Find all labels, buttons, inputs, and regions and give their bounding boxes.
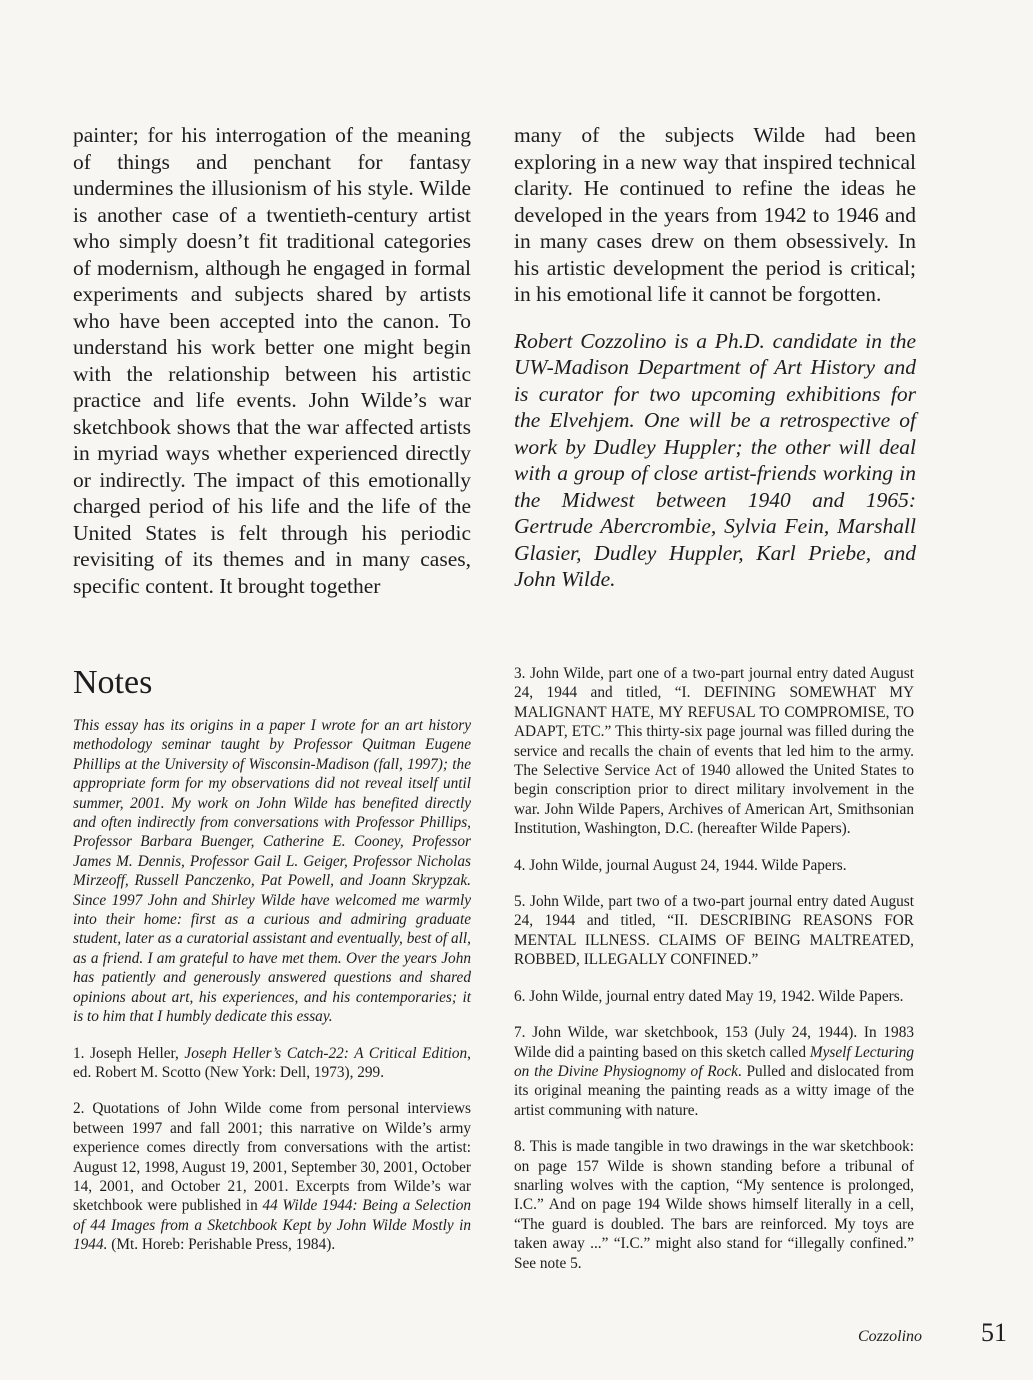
note-7-title: Myself Lecturing on the Divine Physiognomy of Rock: [514, 1043, 914, 1080]
footer-author: Cozzolino: [858, 1328, 923, 1345]
main-text-left-column: [73, 122, 471, 599]
note-8: 8. This is made tangible in two drawings in the war sketchbook: on page 157 Wilde is shown standing before a tribunal of snarling wolves with the caption, “My sentence is prolonged, I.C.” And on page 194 Wilde shows himself literally in a cell, “The guard is doubled. The bars are reinforced. My toys are taken away ...” “I.C.” might also stand for “illegally confined.” See note 5.: [514, 1138, 914, 1272]
note-2: 2. Quotations of John Wilde come from personal interviews between 1997 and fall 2001; this narrative on Wilde’s army experience comes directly from conversations with the artist: August 12, 1998, August 19, 2001, September 30, 2001, October 14, 2001, and October 21, 2001. Excerpts from Wilde’s war sketchbook were published in 44 Wilde 1944: Being a Selection of 44 Images from a Sketchbook Kept by John Wilde Mostly in 1944. (Mt. Horeb: Perishable Press, 1984).: [73, 1100, 471, 1254]
note-6: 6. John Wilde, journal entry dated May 19, 1942. Wilde Papers.: [514, 987, 904, 1005]
notes-right-column: [514, 664, 914, 1290]
notes-heading: Notes: [73, 664, 153, 701]
note-4: 4. John Wilde, journal August 24, 1944. Wilde Papers.: [514, 856, 847, 874]
main-text-right-column: [514, 122, 916, 593]
note-3: 3. John Wilde, part one of a two-part journal entry dated August 24, 1944 and titled, “I. DEFINING SOMEWHAT MY MALIGNANT HATE, MY REFUSAL TO COMPROMISE, TO ADAPT, ETC.” This thirty-six page journal was filled during the service and recalls the chain of events that led him to the army. The Selective Service Act of 1940 allowed the United States to begin conscription prior to direct military involvement in the war. John Wilde Papers, Archives of American Art, Smithsonian Institution, Washington, D.C. (hereafter Wilde Papers).: [514, 665, 914, 838]
main-text-paragraph: painter; for his interrogation of the meaning of things and penchant for fantasy undermines the illusionism of his style. Wilde is another case of a twentieth-century artist who simply doesn’t fit traditional categories of modernism, although he engaged in formal experiments and subjects shared by artists who have been accepted into the canon. To understand his work better one might begin with the relationship between his artistic practice and life events. John Wilde’s war sketchbook shows that the war affected artists in myriad ways whether experienced directly or indirectly. The impact of this emotionally charged period of his life and the life of the United States is felt through his periodic revisiting of its themes and in many cases, specific content. It brought together: [73, 123, 471, 598]
note-2-title: 44 Wilde 1944: Being a Selection of 44 Images from a Sketchbook Kept by John Wilde Mostly in 1944.: [73, 1197, 471, 1254]
notes-left-column: [73, 716, 471, 1272]
note-1: 1. Joseph Heller, Joseph Heller’s Catch-22: A Critical Edition, ed. Robert M. Scotto (New York: Dell, 1973), 299.: [73, 1044, 471, 1081]
note-5: 5. John Wilde, part two of a two-part journal entry dated August 24, 1944 and titled, “II. DESCRIBING REASONS FOR MENTAL ILLNESS. CLAIMS OF BEING MALTREATED, ROBBED, ILLEGALLY CONFINED.”: [514, 893, 914, 969]
note-intro: This essay has its origins in a paper I wrote for an art history methodology seminar taught by Professor Quitman Eugene Phillips at the University of Wisconsin-Madison (fall, 1997); the appropriate form for my observations did not reveal itself until summer, 2001. My work on John Wilde has benefited directly and often indirectly from conversations with Professor Phillips, Professor Barbara Buenger, Catherine E. Cooney, Professor James M. Dennis, Professor Gail L. Geiger, Professor Nicholas Mirzeoff, Russell Panczenko, Pat Powell, and Joann Skrypzak. Since 1997 John and Shirley Wilde have welcomed me warmly into their home: first as a curious and admiring graduate student, later as a curatorial assistant and eventually, best of all, as a friend. I am grateful to have met them. Over the years John has patiently and generously answered questions and shared opinions about art, his experiences, and his contemporaries; it is to him that I humbly dedicate this essay.: [73, 717, 471, 1026]
main-text-paragraph: many of the subjects Wilde had been exploring in a new way that inspired technical clarity. He continued to refine the ideas he developed in the years from 1942 to 1946 and in many cases drew on them obsessively. In his artistic development the period is critical; in his emotional life it cannot be forgotten.: [514, 123, 916, 306]
note-7: 7. John Wilde, war sketchbook, 153 (July 24, 1944). In 1983 Wilde did a painting based on this sketch called Myself Lecturing on the Divine Physiognomy of Rock. Pulled and dislocated from its original meaning the painting reads as a witty image of the artist communing with nature.: [514, 1024, 915, 1119]
note-1-title: Joseph Heller’s Catch-22: A Critical Edition: [184, 1044, 468, 1062]
page-number: 51: [981, 1318, 1007, 1347]
author-bio: Robert Cozzolino is a Ph.D. candidate in the UW-Madison Department of Art History and is curator for two upcoming exhibitions for the Elvehjem. One will be a retrospective of work by Dudley Huppler; the other will deal with a group of close artist-friends working in the Midwest between 1940 and 1965: Gertrude Abercrombie, Sylvia Fein, Marshall Glasier, Dudley Huppler, Karl Priebe, and John Wilde.: [514, 328, 916, 591]
